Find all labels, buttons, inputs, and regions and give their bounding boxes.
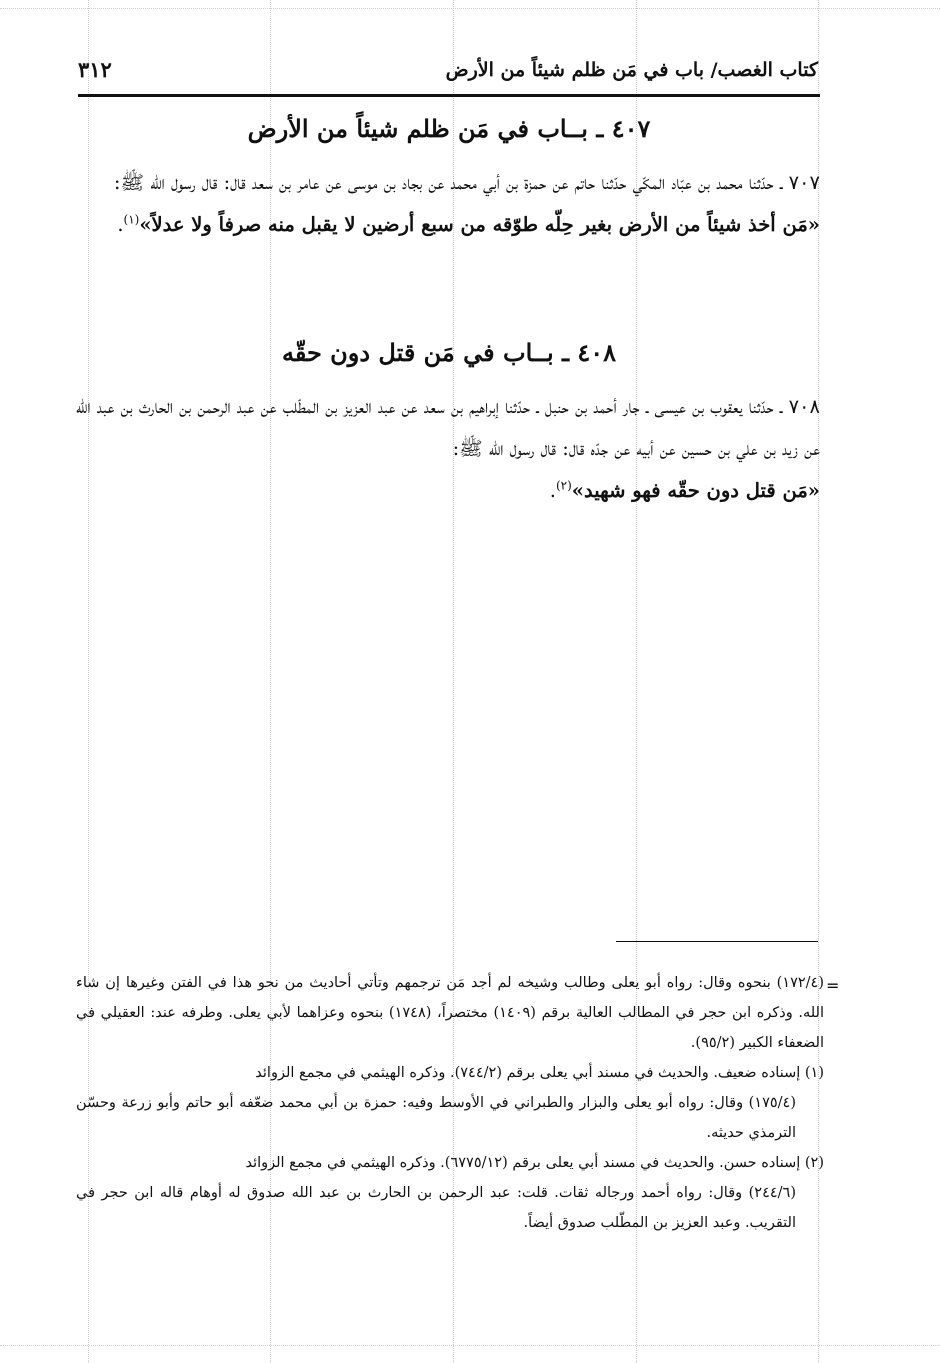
footnote-2 bbox=[76, 1148, 824, 1238]
footnote-ref: (٢) bbox=[555, 478, 572, 493]
page-number: ٣١٢ bbox=[78, 57, 112, 82]
sentence-end: . bbox=[549, 479, 556, 502]
continuation-marker: = bbox=[826, 976, 840, 995]
header-title: كتاب الغصب/ باب في مَن ظلم شيئاً من الأرض bbox=[445, 59, 818, 81]
hadith-707 bbox=[76, 162, 820, 246]
footnotes bbox=[76, 968, 824, 1238]
chapter-heading-407: ٤٠٧ ـ بــاب في مَن ظلم شيئاً من الأرض bbox=[247, 114, 651, 143]
footnote-2-first-line: (٢) إسناده حسن. والحديث في مسند أبي يعلى برقم (٦٧٧٥/١٢). وذكره الهيثمي في مجمع الزوائد bbox=[245, 1155, 824, 1171]
footnote-1-text: (١٧٥/٤) وقال: رواه أبو يعلى والبزار والطبراني في الأوسط وفيه: حمزة بن أبي محمد ضعّفه أبو حاتم وأبو زرعة وحسّن الترمذي حديثه. bbox=[76, 1095, 796, 1141]
running-header bbox=[78, 55, 818, 93]
guide-line bbox=[0, 8, 940, 9]
footnote-separator bbox=[616, 941, 818, 942]
footnote-ref: (١) bbox=[123, 212, 140, 227]
footnote-2-text: (٢٤٤/٦) وقال: رواه أحمد ورجاله ثقات. قلت: عبد الرحمن بن الحارث بن عبد الله صدوق له أوهام قاله ابن حجر في التقريب. وعبد العزيز بن المطّلب صدوق أيضاً. bbox=[76, 1185, 796, 1231]
header-rule bbox=[78, 94, 820, 97]
hadith-708 bbox=[76, 386, 820, 512]
chapter-heading-408: ٤٠٨ ـ بــاب في مَن قتل دون حقّه bbox=[281, 338, 617, 367]
hadith-isnad: ٧٠٨ ـ حدّثنا يعقوب بن عيسى ـ جار أحمد بن حنبل ـ حدّثنا إبراهيم بن سعد عن عبد العزيز بن المطّلب عن عبد الرحمن بن الحارث بن عبد الله عن زيد بن علي بن حسين عن أبيه عن جدّه قال: قال رسول الله ﷺ: bbox=[76, 395, 820, 460]
footnote-1-first-line: (١) إسناده ضعيف. والحديث في مسند أبي يعلى برقم (٧٤٤/٢). وذكره الهيثمي في مجمع الزوائد bbox=[255, 1065, 824, 1081]
footnote-1 bbox=[76, 1058, 824, 1148]
guide-line bbox=[0, 1345, 940, 1346]
footnote-continuation: (١٧٢/٤) بنحوه وقال: رواه أبو يعلى وطالب وشيخه لم أجد مَن ترجمهم وتأتي أحاديث من نحو هذا في الفتن وغيرها إن شاء الله. وذكره ابن حجر في المطالب العالية برقم (١٤٠٩) مختصراً، (١٧٤٨) بنحوه وعزاهما لأبي يعلى. وطرفه عند: العقيلي في الضعفاء الكبير (٩٥/٢). bbox=[76, 975, 825, 1051]
hadith-matn: «مَن قتل دون حقّه فهو شهيد» bbox=[571, 479, 820, 502]
hadith-matn: «مَن أخذ شيئاً من الأرض بغير حِلّه طوّقه من سبع أرضين لا يقبل منه صرفاً ولا عدلاً» bbox=[139, 213, 820, 236]
sentence-end: . bbox=[117, 213, 124, 236]
hadith-isnad: ٧٠٧ ـ حدّثنا محمد بن عبّاد المكّي حدّثنا حاتم عن حمزة بن أبي محمد عن بجاد بن موسى عن عامر بن سعد قال: قال رسول الله ﷺ: bbox=[113, 171, 820, 194]
